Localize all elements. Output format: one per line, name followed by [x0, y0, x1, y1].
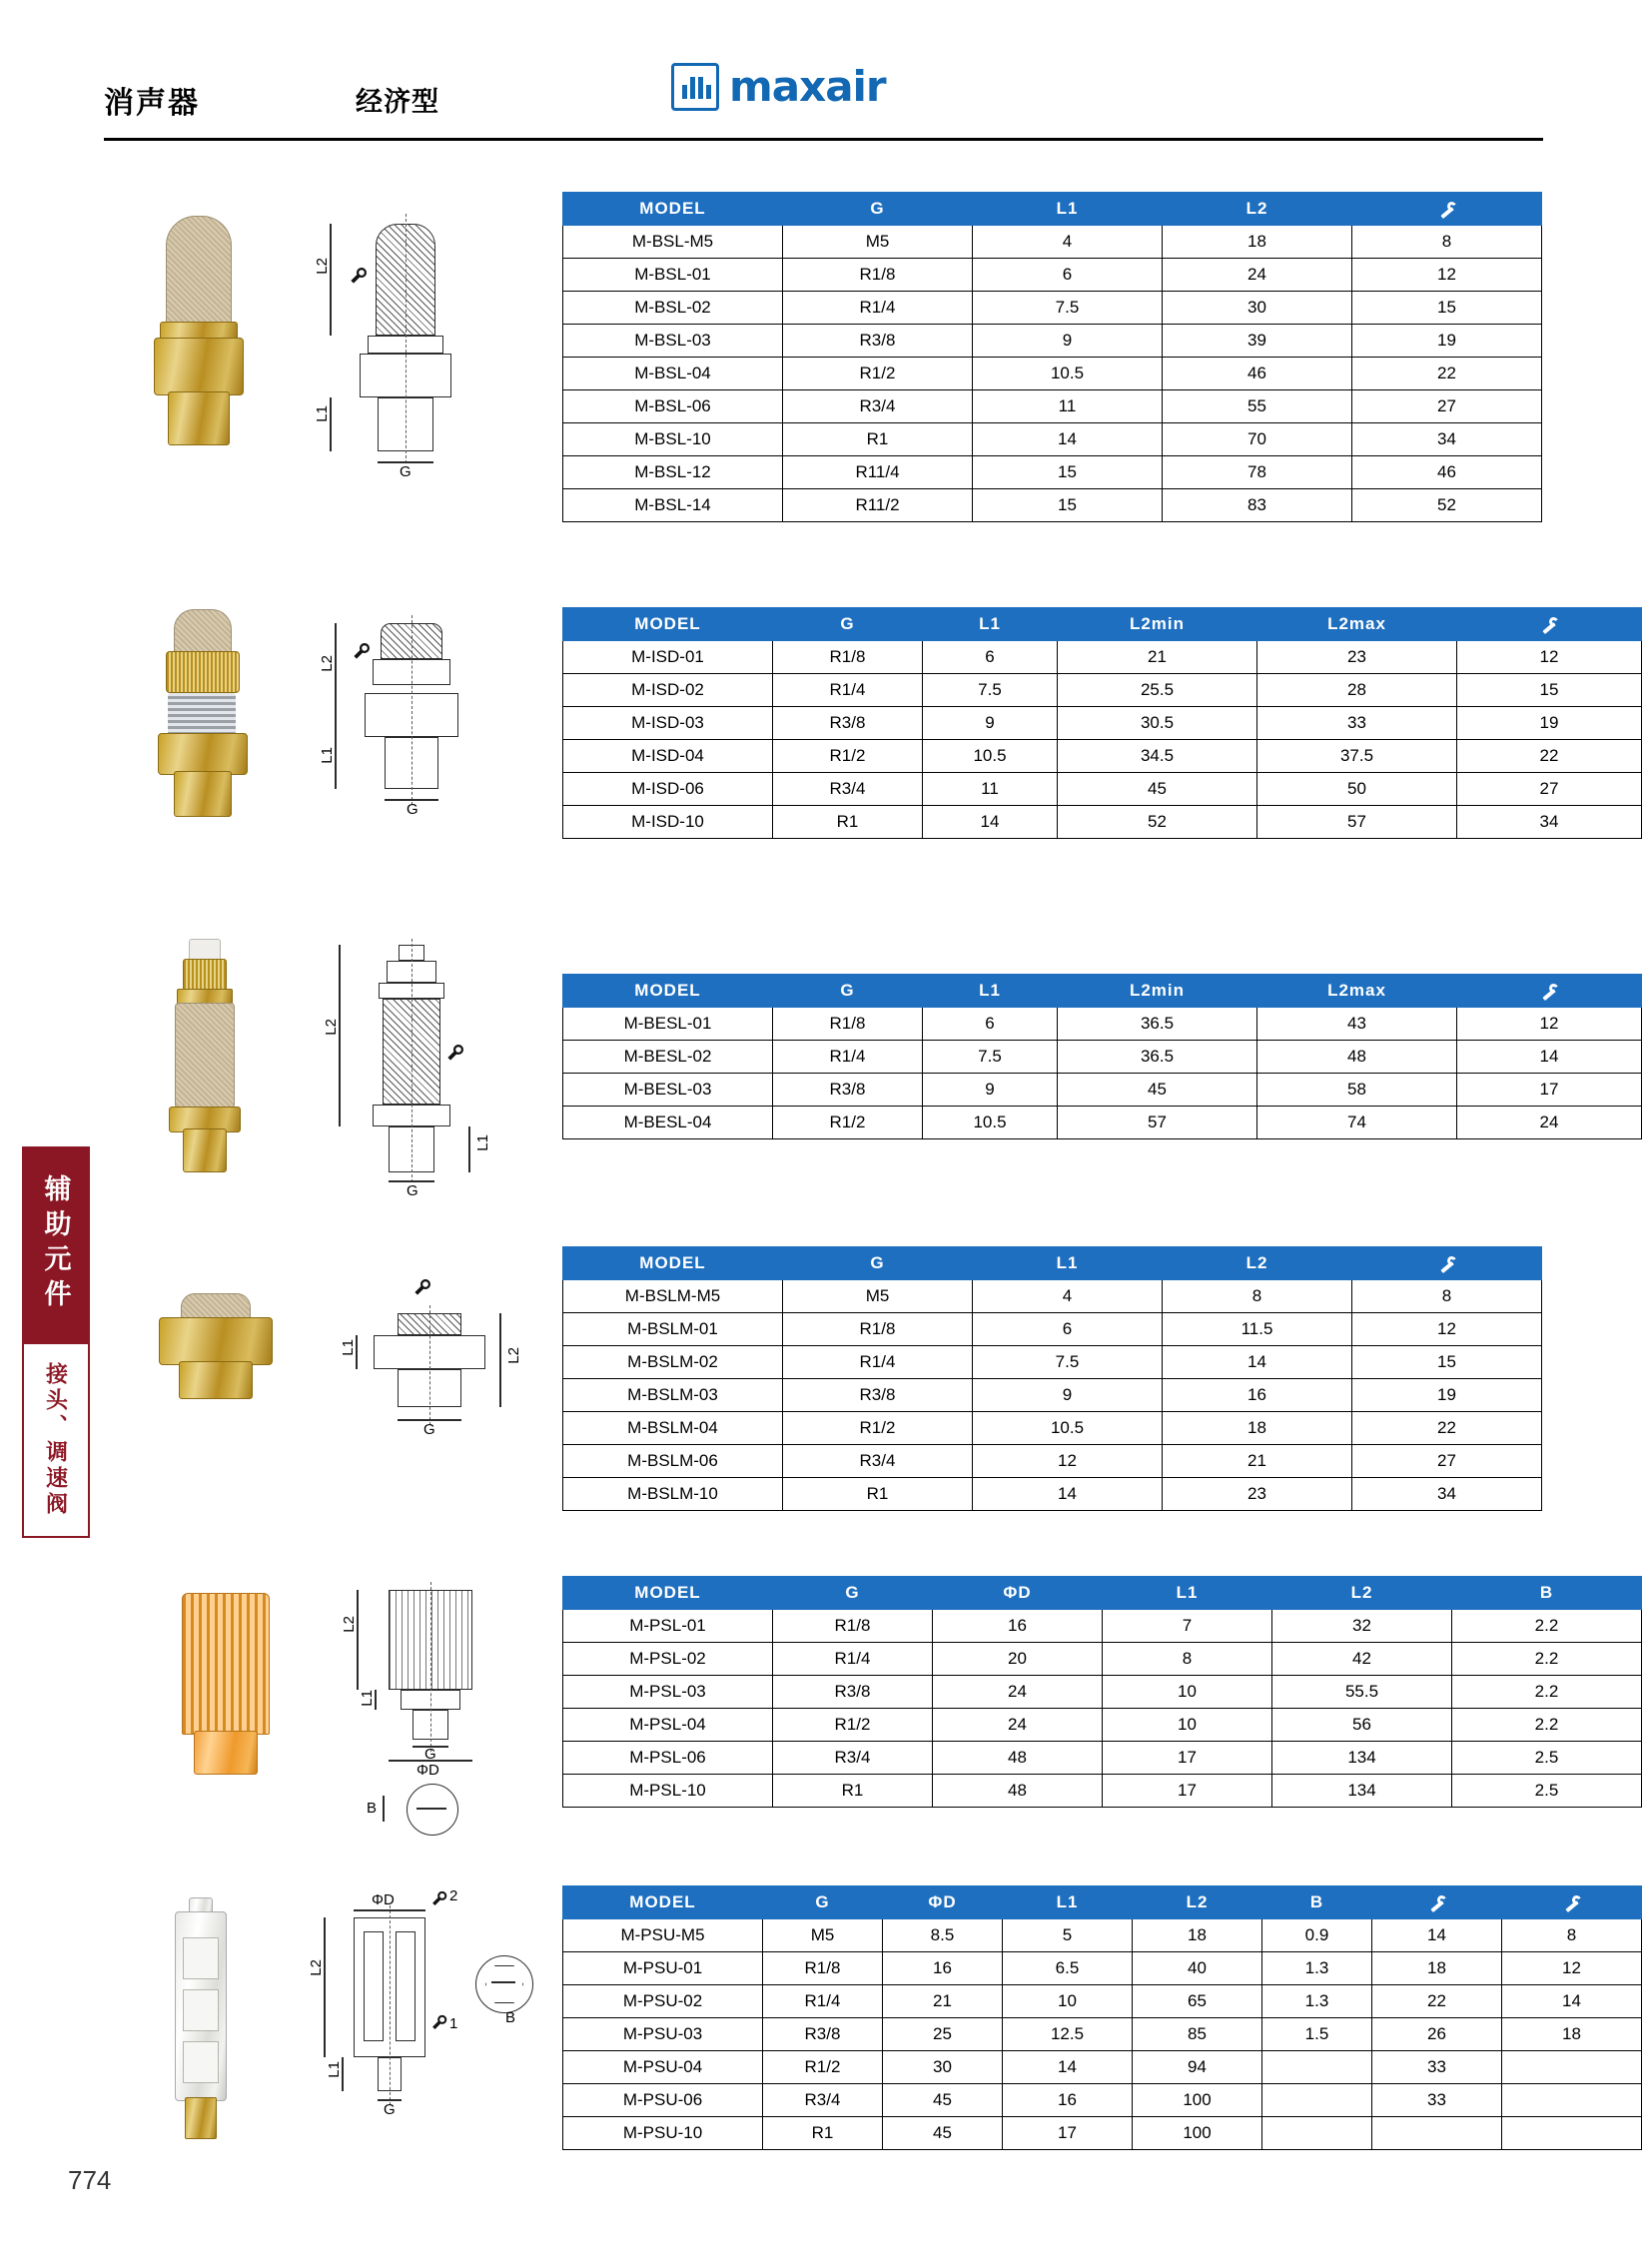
- table-row: M-BESL-03 R3/8 9 45 58 17: [563, 1074, 1642, 1107]
- table-row: M-ISD-01 R1/8 6 21 23 12: [563, 641, 1642, 674]
- table-row: M-BSL-14 R11/2 15 83 52: [563, 489, 1542, 522]
- col-model: MODEL: [563, 1577, 773, 1610]
- technical-drawing-m-besl: [295, 939, 529, 1199]
- table-m-besl: [562, 974, 1642, 1139]
- table-row: M-PSL-10 R1 48 17 134 2.5: [563, 1775, 1642, 1808]
- figure-m-psu: [120, 1877, 569, 2167]
- table-row: M-PSU-10 R1 45 17 100: [563, 2117, 1642, 2150]
- table-m-bslm: [562, 1246, 1542, 1511]
- table-row: M-ISD-02 R1/4 7.5 25.5 28 15: [563, 674, 1642, 707]
- side-tab-primary: [22, 1146, 90, 1342]
- dim-label-g: G: [407, 1182, 418, 1199]
- dim-label-l2: L2: [308, 1959, 325, 1976]
- page-header: [0, 0, 1652, 146]
- dim-label-l2: L2: [319, 655, 336, 672]
- wrench-icon: [1438, 1255, 1456, 1273]
- dim-label-l2: L2: [323, 1019, 340, 1036]
- col-l1: L1: [1103, 1577, 1272, 1610]
- col-g: G: [773, 1577, 933, 1610]
- figure-m-psl: [120, 1568, 549, 1838]
- table-row: M-BESL-02 R1/4 7.5 36.5 48 14: [563, 1041, 1642, 1074]
- col-model: MODEL: [563, 975, 773, 1008]
- spec-table-m-isd: [562, 607, 1642, 839]
- table-header-row: [563, 1577, 1642, 1610]
- table-row: M-BSL-02 R1/4 7.5 30 15: [563, 292, 1542, 325]
- table-header-row: [563, 975, 1642, 1008]
- logo-mark-icon: [671, 63, 719, 111]
- table-row: M-BSL-01 R1/8 6 24 12: [563, 259, 1542, 292]
- table-row: M-ISD-06 R3/4 11 45 50 27: [563, 773, 1642, 806]
- table-row: M-ISD-04 R1/2 10.5 34.5 37.5 22: [563, 740, 1642, 773]
- table-row: M-ISD-10 R1 14 52 57 34: [563, 806, 1642, 839]
- col-model: MODEL: [563, 1247, 783, 1280]
- col-model: MODEL: [563, 608, 773, 641]
- dim-label-l1: L1: [474, 1134, 491, 1151]
- col-l2min: L2min: [1058, 608, 1257, 641]
- col-g: G: [783, 193, 973, 226]
- col-l1: L1: [973, 1247, 1163, 1280]
- table-row: M-PSU-02 R1/4 21 10 65 1.3 22 14: [563, 1985, 1642, 2018]
- spec-table-m-bslm: [562, 1246, 1542, 1511]
- table-row: M-PSL-06 R3/4 48 17 134 2.5: [563, 1742, 1642, 1775]
- dim-label-g: G: [424, 1746, 436, 1763]
- product-photo-m-psl: [160, 1593, 300, 1808]
- spec-table-m-bsl: [562, 192, 1542, 522]
- dim-label-g: G: [407, 801, 418, 818]
- page-subtitle: 经济型: [356, 87, 439, 117]
- col-l2: L2: [1163, 1247, 1352, 1280]
- dim-label-l1: L1: [359, 1690, 376, 1707]
- table-row: M-PSL-02 R1/4 20 8 42 2.2: [563, 1643, 1642, 1676]
- wrench-icon: [1428, 1894, 1446, 1912]
- col-g: G: [783, 1247, 973, 1280]
- table-m-bsl: [562, 192, 1542, 522]
- table-m-psu: [562, 1885, 1642, 2150]
- wrench-icon: [1563, 1894, 1581, 1912]
- col-model: MODEL: [563, 1886, 763, 1919]
- table-row: M-BSL-10 R1 14 70 34: [563, 423, 1542, 456]
- col-l1: L1: [923, 975, 1058, 1008]
- table-row: M-BSL-M5 M5 4 18 8: [563, 226, 1542, 259]
- table-row: M-BSL-03 R3/8 9 39 19: [563, 325, 1542, 358]
- table-row: M-BSL-06 R3/4 11 55 27: [563, 390, 1542, 423]
- wrench-icon: [412, 1277, 433, 1299]
- table-row: M-ISD-03 R3/8 9 30.5 33 19: [563, 707, 1642, 740]
- col-l2min: L2min: [1058, 975, 1257, 1008]
- table-row: M-PSU-03 R3/8 25 12.5 85 1.5 26 18: [563, 2018, 1642, 2051]
- table-row: M-BSLM-M5 M5 4 8 8: [563, 1280, 1542, 1313]
- table-header-row: [563, 1886, 1642, 1919]
- table-row: M-PSL-03 R3/8 24 10 55.5 2.2: [563, 1676, 1642, 1709]
- wrench-icon: [1540, 983, 1558, 1001]
- col-phid: ΦD: [933, 1577, 1103, 1610]
- dim-label-b: B: [367, 1800, 378, 1817]
- table-row: M-BSLM-01 R1/8 6 11.5 12: [563, 1313, 1542, 1346]
- product-photo-m-bslm: [145, 1293, 295, 1423]
- col-wrench-icon-1: [1372, 1886, 1502, 1919]
- spec-table-m-besl: [562, 974, 1642, 1139]
- wrench-icon: [429, 2013, 449, 2033]
- table-row: M-PSU-01 R1/8 16 6.5 40 1.3 18 12: [563, 1952, 1642, 1985]
- wrench-icon: [429, 1889, 449, 1909]
- col-l2max: L2max: [1257, 608, 1457, 641]
- table-row: M-BSL-04 R1/2 10.5 46 22: [563, 358, 1542, 390]
- wrench-icon: [1438, 201, 1456, 219]
- product-photo-m-isd: [140, 609, 270, 829]
- col-wrench-icon: [1352, 193, 1542, 226]
- dim-label-g: G: [384, 2101, 396, 2118]
- dim-label-l2: L2: [314, 258, 331, 275]
- page-number: 774: [68, 2165, 112, 2195]
- col-wrench-icon: [1352, 1247, 1542, 1280]
- table-row: M-BESL-04 R1/2 10.5 57 74 24: [563, 1107, 1642, 1139]
- side-tab-secondary: [22, 1342, 90, 1538]
- dim-label-g: G: [400, 463, 412, 480]
- spec-table-m-psu: [562, 1885, 1642, 2150]
- product-photo-m-bsl: [140, 216, 260, 465]
- col-l1: L1: [1003, 1886, 1133, 1919]
- col-l2: L2: [1163, 193, 1352, 226]
- table-row: M-BSLM-10 R1 14 23 34: [563, 1478, 1542, 1511]
- technical-drawing-m-bsl: [290, 206, 529, 480]
- product-photo-m-psu: [145, 1897, 265, 2157]
- dim-label-l1: L1: [326, 2061, 343, 2078]
- wrench-icon: [348, 266, 370, 288]
- table-row: M-PSL-04 R1/2 24 10 56 2.2: [563, 1709, 1642, 1742]
- dim-callout-2: 2: [449, 1887, 458, 1904]
- col-l1: L1: [973, 193, 1163, 226]
- page-title: 消声器: [104, 87, 200, 120]
- table-row: M-PSL-01 R1/8 16 7 32 2.2: [563, 1610, 1642, 1643]
- dim-label-phid: ΦD: [372, 1891, 395, 1908]
- table-m-psl: [562, 1576, 1642, 1808]
- col-b: B: [1452, 1577, 1642, 1610]
- product-photo-m-besl: [145, 939, 275, 1188]
- col-model: MODEL: [563, 193, 783, 226]
- wrench-icon: [1540, 616, 1558, 634]
- table-row: M-PSU-06 R3/4 45 16 100 33: [563, 2084, 1642, 2117]
- dim-label-l2: L2: [505, 1347, 522, 1364]
- figure-m-bsl: [120, 196, 549, 495]
- dim-label-l1: L1: [340, 1339, 357, 1356]
- table-row: M-BSL-12 R11/4 15 78 46: [563, 456, 1542, 489]
- dim-label-l1: L1: [314, 405, 331, 422]
- table-row: M-PSU-04 R1/2 30 14 94 33: [563, 2051, 1642, 2084]
- technical-drawing-m-psl: [315, 1578, 549, 1838]
- brand-logo: [671, 62, 886, 111]
- table-row: M-BSLM-03 R3/8 9 16 19: [563, 1379, 1542, 1412]
- col-b: B: [1262, 1886, 1372, 1919]
- figure-m-isd: [120, 599, 549, 839]
- table-header-row: [563, 193, 1542, 226]
- dim-label-phid: ΦD: [416, 1762, 439, 1779]
- col-wrench-icon: [1457, 975, 1642, 1008]
- dim-label-g: G: [423, 1421, 435, 1438]
- table-row: M-BESL-01 R1/8 6 36.5 43 12: [563, 1008, 1642, 1041]
- col-wrench-icon: [1457, 608, 1642, 641]
- dim-label-l1: L1: [319, 747, 336, 764]
- side-tab-primary-label: 辅助元件: [40, 1174, 71, 1314]
- table-row: M-BSLM-02 R1/4 7.5 14 15: [563, 1346, 1542, 1379]
- col-phid: ΦD: [883, 1886, 1003, 1919]
- dim-label-b: B: [505, 2009, 516, 2026]
- table-header-row: [563, 608, 1642, 641]
- wrench-icon: [351, 641, 373, 663]
- col-wrench-icon-2: [1502, 1886, 1642, 1919]
- spec-table-m-psl: [562, 1576, 1642, 1808]
- table-row: M-PSU-M5 M5 8.5 5 18 0.9 14 8: [563, 1919, 1642, 1952]
- wrench-icon: [444, 1043, 466, 1065]
- table-row: M-BSLM-06 R3/4 12 21 27: [563, 1445, 1542, 1478]
- col-g: G: [763, 1886, 883, 1919]
- dim-label-l2: L2: [341, 1616, 358, 1633]
- col-l1: L1: [923, 608, 1058, 641]
- technical-drawing-m-bslm: [310, 1271, 539, 1451]
- table-header-row: [563, 1247, 1542, 1280]
- col-g: G: [773, 608, 923, 641]
- technical-drawing-m-isd: [295, 609, 529, 829]
- side-tab-secondary-label: 接头、调速阀: [43, 1362, 69, 1518]
- col-l2max: L2max: [1257, 975, 1457, 1008]
- dim-callout-1: 1: [449, 2015, 458, 2032]
- col-l2: L2: [1133, 1886, 1262, 1919]
- header-divider: [104, 138, 1543, 141]
- brand-name: maxair: [729, 62, 886, 111]
- table-row: M-BSLM-04 R1/2 10.5 18 22: [563, 1412, 1542, 1445]
- figure-m-bslm: [120, 1253, 549, 1468]
- col-l2: L2: [1272, 1577, 1452, 1610]
- figure-m-besl: [120, 929, 549, 1198]
- col-g: G: [773, 975, 923, 1008]
- technical-drawing-m-psu: [280, 1887, 569, 2167]
- table-m-isd: [562, 607, 1642, 839]
